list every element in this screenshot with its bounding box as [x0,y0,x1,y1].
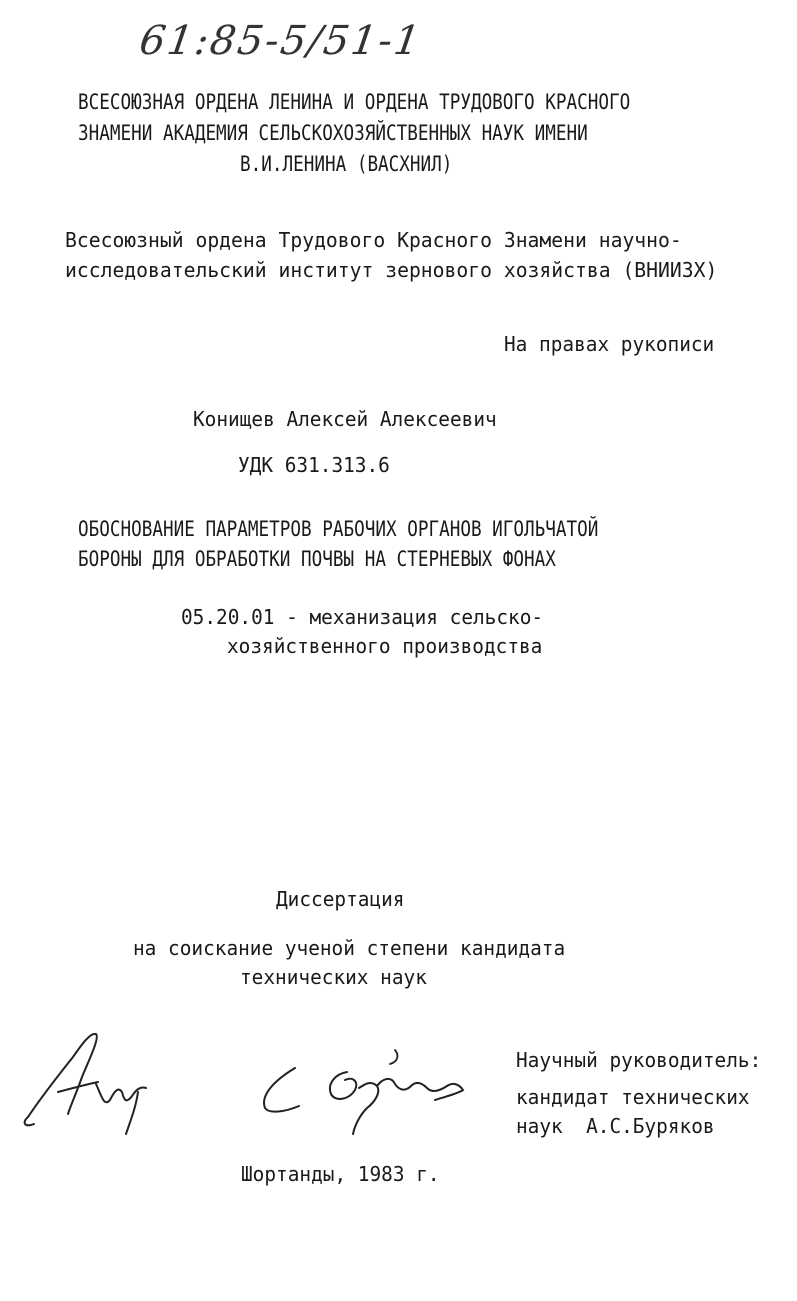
degree-label: Диссертация [276,887,405,911]
supervisor-line-2: наук А.С.Буряков [516,1114,715,1138]
title-line-2: БОРОНЫ ДЛЯ ОБРАБОТКИ ПОЧВЫ НА СТЕРНЕВЫХ ФОНАХ [78,547,556,571]
supervisor-signature [255,1040,475,1140]
academy-line-1: ВСЕСОЮЗНАЯ ОРДЕНА ЛЕНИНА И ОРДЕНА ТРУДОВОГО КРАСНОГО [78,90,631,114]
degree-line-2: технических наук [240,965,427,989]
manuscript-note: На правах рукописи [504,332,715,356]
archive-number: 61:85-5/51-1 [136,18,425,64]
degree-line-1: на соискание ученой степени кандидата [133,936,566,960]
academy-line-2: ЗНАМЕНИ АКАДЕМИЯ СЕЛЬСКОХОЗЯЙСТВЕННЫХ НАУК ИМЕНИ [78,121,588,145]
supervisor-label: Научный руководитель: [516,1048,762,1072]
author-signature [18,1022,158,1142]
supervisor-line-1: кандидат технических [516,1085,750,1109]
institute-line-1: Всесоюзный ордена Трудового Красного Знамени научно- [65,228,682,252]
place-year: Шортанды, 1983 г. [241,1162,440,1186]
author-name: Конищев Алексей Алексеевич [193,407,497,431]
udc-code: УДК 631.313.6 [238,453,390,477]
specialty-line-1: 05.20.01 - механизация сельско- [181,605,544,629]
title-line-1: ОБОСНОВАНИЕ ПАРАМЕТРОВ РАБОЧИХ ОРГАНОВ ИГОЛЬЧАТОЙ [78,517,599,541]
academy-line-3: В.И.ЛЕНИНА (ВАСХНИЛ) [240,152,453,176]
specialty-line-2: хозяйственного производства [227,634,543,658]
institute-line-2: исследовательский институт зернового хозяйства (ВНИИЗХ) [65,258,718,282]
